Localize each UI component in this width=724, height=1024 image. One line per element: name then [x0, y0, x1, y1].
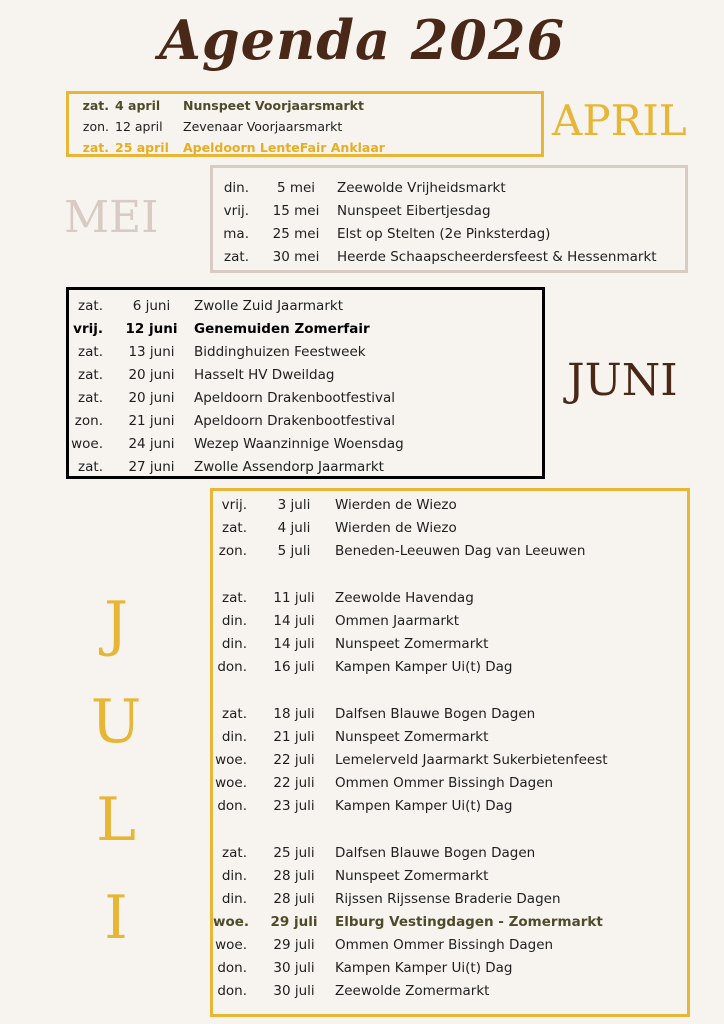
event-row — [213, 586, 687, 609]
event-name: Nunspeet Eibertjesdag — [337, 202, 491, 219]
event-date: 30 mei — [272, 248, 320, 265]
event-row — [213, 748, 687, 771]
event-date: 6 juni — [132, 297, 171, 314]
event-row — [69, 317, 542, 340]
event-row — [213, 655, 687, 678]
event-row — [213, 910, 687, 933]
event-day: zat. — [82, 98, 109, 113]
event-name: Zeewolde Havendag — [335, 589, 474, 606]
month-letter: U — [90, 687, 142, 757]
event-date: 27 juni — [128, 458, 175, 475]
event-day: zat. — [78, 366, 103, 383]
event-row — [69, 95, 541, 116]
event-day: don. — [217, 982, 247, 999]
spacer — [213, 817, 687, 841]
juni-box — [66, 287, 545, 479]
event-day: din. — [221, 728, 247, 745]
event-row — [213, 539, 687, 562]
event-day: din. — [221, 612, 247, 629]
month-label-mei: MEI — [64, 192, 159, 243]
event-day: zon. — [218, 542, 247, 559]
event-row — [69, 294, 542, 317]
event-name: Zwolle Assendorp Jaarmarkt — [194, 458, 384, 475]
event-date: 14 juli — [273, 635, 315, 652]
event-day: zat. — [222, 519, 247, 536]
event-date: 29 juli — [270, 913, 318, 930]
event-row — [213, 794, 687, 817]
event-date: 11 juli — [273, 589, 315, 606]
event-date: 16 juli — [273, 658, 315, 675]
event-date: 25 april — [115, 140, 169, 155]
event-day: zat. — [222, 589, 247, 606]
event-row — [69, 409, 542, 432]
event-date: 30 juli — [273, 959, 315, 976]
event-row — [69, 363, 542, 386]
event-name: Genemuiden Zomerfair — [194, 320, 370, 337]
page-title: Agenda 2026 — [158, 8, 566, 72]
event-name: Nunspeet Zomermarkt — [335, 867, 489, 884]
event-name: Apeldoorn Drakenbootfestival — [194, 412, 396, 429]
event-date: 28 juli — [273, 867, 315, 884]
event-day: din. — [221, 635, 247, 652]
event-row — [69, 137, 541, 158]
event-date: 4 juli — [277, 519, 311, 536]
event-name: Zeewolde Zomermarkt — [335, 982, 490, 999]
event-date: 20 juni — [128, 389, 175, 406]
event-row — [213, 771, 687, 794]
event-row — [69, 340, 542, 363]
event-day: zat. — [78, 343, 103, 360]
event-name: Elburg Vestingdagen - Zomermarkt — [335, 913, 603, 930]
event-name: Nunspeet Voorjaarsmarkt — [183, 98, 364, 113]
event-day: zat. — [78, 389, 103, 406]
event-date: 22 juli — [273, 751, 315, 768]
event-name: Hasselt HV Dweildag — [194, 366, 335, 383]
event-date: 25 mei — [272, 225, 320, 242]
event-day: zat. — [222, 705, 247, 722]
event-name: Zevenaar Voorjaarsmarkt — [183, 119, 343, 134]
event-date: 15 mei — [272, 202, 320, 219]
month-label-juli — [80, 575, 152, 967]
event-name: Dalfsen Blauwe Bogen Dagen — [335, 844, 536, 861]
event-row — [213, 725, 687, 748]
event-row — [213, 245, 685, 268]
event-row — [213, 609, 687, 632]
event-name: Kampen Kamper Ui(t) Dag — [335, 797, 513, 814]
event-row — [213, 841, 687, 864]
event-day: woe. — [215, 936, 247, 953]
event-day: zat. — [78, 458, 103, 475]
event-name: Zwolle Zuid Jaarmarkt — [194, 297, 343, 314]
event-day: woe. — [213, 913, 250, 930]
event-day: don. — [217, 959, 247, 976]
event-day: don. — [217, 797, 247, 814]
event-day: woe. — [215, 774, 247, 791]
event-day: din. — [223, 179, 249, 196]
event-name: Beneden-Leeuwen Dag van Leeuwen — [335, 542, 586, 559]
event-day: woe. — [71, 435, 103, 452]
event-date: 23 juli — [273, 797, 315, 814]
event-row — [213, 956, 687, 979]
event-name: Lemelerveld Jaarmarkt Sukerbietenfeest — [335, 751, 608, 768]
event-name: Rijssen Rijssense Braderie Dagen — [335, 890, 561, 907]
event-day: ma. — [223, 225, 249, 242]
event-row — [69, 116, 541, 137]
event-date: 28 juli — [273, 890, 315, 907]
event-row — [213, 222, 685, 245]
event-name: Ommen Ommer Bissingh Dagen — [335, 936, 554, 953]
event-row — [213, 493, 687, 516]
event-row — [213, 199, 685, 222]
event-day: zat. — [82, 140, 109, 155]
event-row — [213, 933, 687, 956]
event-name: Kampen Kamper Ui(t) Dag — [335, 658, 513, 675]
event-row — [213, 979, 687, 1002]
event-date: 13 juni — [128, 343, 175, 360]
event-date: 24 juni — [128, 435, 175, 452]
event-date: 3 juli — [277, 496, 311, 513]
event-name: Apeldoorn LenteFair Anklaar — [183, 140, 385, 155]
event-day: zat. — [224, 248, 249, 265]
event-day: din. — [221, 867, 247, 884]
event-date: 12 april — [115, 119, 163, 134]
event-name: Apeldoorn Drakenbootfestival — [194, 389, 396, 406]
month-letter: I — [104, 883, 128, 953]
event-row — [213, 702, 687, 725]
event-day: vrij. — [73, 320, 103, 337]
event-row — [213, 632, 687, 655]
month-letter: J — [103, 589, 129, 659]
event-name: Nunspeet Zomermarkt — [335, 728, 489, 745]
event-date: 4 april — [115, 98, 161, 113]
spacer — [213, 562, 687, 586]
event-name: Nunspeet Zomermarkt — [335, 635, 489, 652]
event-day: don. — [217, 658, 247, 675]
mei-box — [210, 165, 688, 273]
event-date: 5 juli — [277, 542, 311, 559]
event-day: zon. — [82, 119, 109, 134]
event-name: Elst op Stelten (2e Pinksterdag) — [337, 225, 551, 242]
event-name: Kampen Kamper Ui(t) Dag — [335, 959, 513, 976]
event-name: Ommen Ommer Bissingh Dagen — [335, 774, 554, 791]
event-date: 21 juni — [128, 412, 175, 429]
spacer — [213, 678, 687, 702]
event-name: Wierden de Wiezo — [335, 519, 457, 536]
event-name: Wierden de Wiezo — [335, 496, 457, 513]
event-row — [213, 887, 687, 910]
event-date: 14 juli — [273, 612, 315, 629]
event-date: 29 juli — [273, 936, 315, 953]
event-day: vrij. — [221, 496, 247, 513]
event-row — [213, 516, 687, 539]
event-date: 5 mei — [276, 179, 316, 196]
event-day: zat. — [222, 844, 247, 861]
event-name: Ommen Jaarmarkt — [335, 612, 460, 629]
event-row — [213, 176, 685, 199]
event-name: Heerde Schaapscheerdersfeest & Hessenmarkt — [337, 248, 657, 265]
event-day: vrij. — [223, 202, 249, 219]
event-date: 25 juli — [273, 844, 315, 861]
event-day: woe. — [215, 751, 247, 768]
event-date: 12 juni — [125, 320, 178, 337]
event-day: zon. — [74, 412, 103, 429]
month-label-juni: JUNI — [567, 355, 678, 406]
event-name: Biddinghuizen Feestweek — [194, 343, 366, 360]
event-name: Zeewolde Vrijheidsmarkt — [337, 179, 506, 196]
event-date: 18 juli — [273, 705, 315, 722]
month-letter: L — [96, 785, 136, 855]
april-box — [66, 91, 544, 157]
event-date: 30 juli — [273, 982, 315, 999]
event-date: 20 juni — [128, 366, 175, 383]
event-day: zat. — [78, 297, 103, 314]
event-row — [69, 432, 542, 455]
event-name: Dalfsen Blauwe Bogen Dagen — [335, 705, 536, 722]
event-row — [69, 455, 542, 478]
event-row — [69, 386, 542, 409]
event-day: din. — [221, 890, 247, 907]
event-date: 21 juli — [273, 728, 315, 745]
event-row — [213, 864, 687, 887]
event-name: Wezep Waanzinnige Woensdag — [194, 435, 404, 452]
juli-box — [210, 488, 690, 1017]
event-date: 22 juli — [273, 774, 315, 791]
month-label-april: APRIL — [552, 96, 687, 145]
